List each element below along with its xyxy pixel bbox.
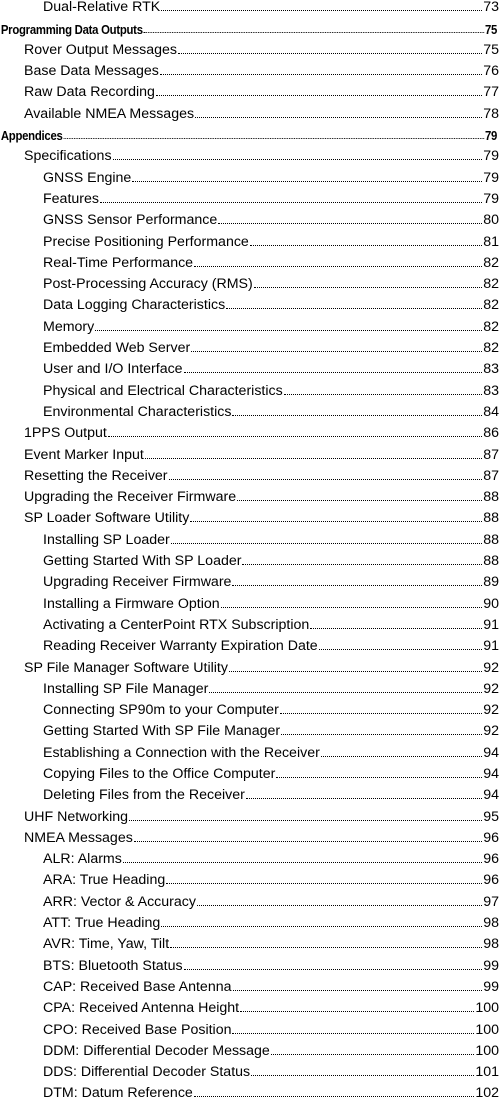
toc-entry[interactable] — [0, 783, 502, 804]
dot-leader — [276, 777, 482, 778]
dot-leader — [233, 990, 483, 991]
toc-entry-page-number: 98 — [483, 915, 499, 932]
dot-leader — [194, 1096, 475, 1097]
toc-entry-page-number: 79 — [484, 128, 498, 144]
dot-leader — [281, 734, 482, 735]
dot-leader — [100, 202, 482, 203]
dot-leader — [319, 649, 483, 650]
toc-entry-title: NMEA Messages — [24, 829, 133, 846]
toc-entry[interactable] — [0, 613, 502, 634]
dot-leader — [218, 223, 482, 224]
toc-entry-title: Embedded Web Server — [43, 340, 191, 357]
toc-entry[interactable] — [0, 911, 502, 932]
toc-entry[interactable] — [0, 570, 502, 591]
toc-entry-title: Getting Started With SP Loader — [43, 553, 242, 570]
toc-entry-page-number: 101 — [475, 1064, 499, 1081]
toc-entry-page-number: 82 — [483, 297, 499, 314]
toc-entry-page-number: 92 — [483, 702, 499, 719]
toc-entry[interactable] — [0, 378, 502, 399]
toc-entry-title: Data Logging Characteristics — [43, 297, 226, 314]
toc-entry-title: AVR: Time, Yaw, Tilt — [43, 936, 170, 953]
toc-entry[interactable] — [0, 208, 502, 229]
toc-entry[interactable] — [0, 229, 502, 250]
dot-leader — [284, 394, 483, 395]
toc-entry[interactable] — [0, 38, 502, 59]
toc-entry-title: User and I/O Interface — [43, 361, 183, 378]
toc-entry-page-number: 91 — [483, 616, 499, 633]
toc-entry-page-number: 89 — [483, 574, 499, 591]
toc-entry[interactable] — [0, 634, 502, 655]
toc-entry-title: Specifications — [24, 148, 112, 165]
toc-entry-page-number: 92 — [483, 680, 499, 697]
dot-leader — [240, 1011, 474, 1012]
toc-entry[interactable] — [0, 80, 502, 101]
dot-leader — [310, 628, 482, 629]
toc-entry[interactable] — [0, 826, 502, 847]
toc-entry-page-number: 88 — [483, 553, 499, 570]
toc-entry-page-number: 82 — [483, 276, 499, 293]
toc-entry-page-number: 95 — [483, 808, 499, 825]
toc-entry-title: SP File Manager Software Utility — [24, 659, 228, 676]
toc-entry[interactable] — [0, 975, 502, 996]
toc-entry[interactable] — [0, 314, 502, 335]
toc-entry-page-number: 83 — [483, 382, 499, 399]
toc-entry[interactable] — [0, 549, 502, 570]
toc-entry-title: GNSS Engine — [43, 169, 132, 186]
toc-entry-page-number: 79 — [483, 190, 499, 207]
toc-entry-title: Dual-Relative RTK — [43, 0, 161, 16]
toc-entry-title: Memory — [43, 318, 95, 335]
toc-entry-page-number: 75 — [483, 41, 499, 58]
toc-entry-page-number: 100 — [475, 1021, 499, 1038]
toc-entry[interactable] — [0, 1060, 502, 1081]
toc-entry-title: GNSS Sensor Performance — [43, 212, 218, 229]
toc-entry-title: UHF Networking — [24, 808, 129, 825]
toc-entry-page-number: 96 — [483, 829, 499, 846]
toc-entry[interactable] — [0, 953, 502, 974]
toc-entry[interactable] — [0, 655, 502, 676]
dot-leader — [169, 479, 483, 480]
dot-leader — [321, 756, 482, 757]
toc-entry[interactable] — [0, 932, 502, 953]
toc-entry-title: Precise Positioning Performance — [43, 233, 249, 250]
toc-entry-page-number: 99 — [483, 957, 499, 974]
dot-leader — [237, 500, 482, 501]
toc-entry[interactable] — [0, 421, 502, 442]
dot-leader — [166, 883, 482, 884]
toc-entry-page-number: 88 — [483, 510, 499, 527]
dot-leader — [161, 926, 482, 927]
dot-leader — [129, 820, 482, 821]
toc-entry-page-number: 75 — [484, 21, 498, 37]
dot-leader — [250, 245, 482, 246]
toc-entry[interactable] — [0, 165, 502, 186]
dot-leader — [156, 95, 482, 96]
toc-entry[interactable] — [0, 889, 502, 910]
dot-leader — [161, 10, 482, 11]
dot-leader — [171, 543, 482, 544]
toc-entry-title: Installing SP File Manager — [43, 680, 209, 697]
toc-entry-title: Installing a Firmware Option — [43, 595, 220, 612]
dot-leader — [123, 862, 482, 863]
toc-entry-page-number: 91 — [483, 638, 499, 655]
toc-entry-page-number: 83 — [483, 361, 499, 378]
toc-entry[interactable] — [0, 293, 502, 314]
toc-entry-title: ATT: True Heading — [43, 915, 161, 932]
toc-entry[interactable] — [0, 996, 502, 1017]
dot-leader — [232, 1033, 474, 1034]
dot-leader — [254, 287, 483, 288]
toc-entry[interactable] — [0, 740, 502, 761]
dot-leader — [132, 181, 482, 182]
toc-entry-title: Features — [43, 190, 99, 207]
dot-leader — [229, 671, 482, 672]
toc-entry-page-number: 73 — [483, 0, 499, 16]
toc-entry-title: Base Data Messages — [24, 63, 159, 80]
toc-entry[interactable] — [0, 187, 502, 208]
dot-leader — [63, 138, 484, 139]
toc-entry-page-number: 87 — [483, 467, 499, 484]
dot-leader — [144, 32, 484, 33]
toc-entry-title: CAP: Received Base Antenna — [43, 978, 232, 995]
toc-entry[interactable] — [0, 719, 502, 740]
toc-entry-page-number: 76 — [483, 63, 499, 80]
dot-leader — [184, 969, 483, 970]
toc-entry-title: Deleting Files from the Receiver — [43, 787, 245, 804]
toc-entry[interactable] — [0, 144, 502, 165]
toc-entry-title: Reading Receiver Warranty Expiration Date — [43, 638, 318, 655]
dot-leader — [209, 692, 482, 693]
toc-entry[interactable] — [0, 272, 502, 293]
toc-chapter-entry[interactable] — [0, 123, 500, 144]
toc-entry-page-number: 100 — [475, 1042, 499, 1059]
dot-leader — [95, 330, 482, 331]
toc-entry-page-number: 79 — [483, 169, 499, 186]
toc-entry-title: Post-Processing Accuracy (RMS) — [43, 276, 253, 293]
toc-entry-page-number: 90 — [483, 595, 499, 612]
toc-entry[interactable] — [0, 762, 502, 783]
dot-leader — [194, 266, 482, 267]
toc-entry-page-number: 77 — [483, 84, 499, 101]
toc-entry-page-number: 94 — [483, 765, 499, 782]
toc-entry-title: Real-Time Performance — [43, 254, 194, 271]
dot-leader — [170, 947, 482, 948]
toc-entry[interactable] — [0, 591, 502, 612]
toc-entry[interactable] — [0, 847, 502, 868]
toc-entry-title: Resetting the Receiver — [24, 467, 168, 484]
dot-leader — [134, 841, 482, 842]
toc-entry-title: ALR: Alarms — [43, 851, 122, 868]
toc-entry-title: Raw Data Recording — [24, 84, 155, 101]
dot-leader — [271, 1054, 475, 1055]
toc-entry-page-number: 98 — [483, 936, 499, 953]
toc-entry-title: Upgrading Receiver Firmware — [43, 574, 232, 591]
toc-entry-page-number: 92 — [483, 659, 499, 676]
toc-entry-title: Copying Files to the Office Computer — [43, 765, 276, 782]
toc-entry-title: ARA: True Heading — [43, 872, 166, 889]
dot-leader — [160, 74, 482, 75]
toc-entry[interactable] — [0, 506, 502, 527]
toc-entry-title: SP Loader Software Utility — [24, 510, 190, 527]
toc-entry-page-number: 81 — [483, 233, 499, 250]
toc-entry-title: 1PPS Output — [24, 425, 107, 442]
toc-entry[interactable] — [0, 868, 502, 889]
toc-entry[interactable] — [0, 442, 502, 463]
toc-entry-page-number: 102 — [475, 1085, 499, 1102]
toc-entry-title: ARR: Vector & Accuracy — [43, 893, 196, 910]
toc-entry[interactable] — [0, 1039, 502, 1060]
toc-entry[interactable] — [0, 336, 502, 357]
toc-entry-page-number: 82 — [483, 340, 499, 357]
toc-entry[interactable] — [0, 698, 502, 719]
toc-entry[interactable] — [0, 527, 502, 548]
toc-entry-page-number: 87 — [483, 446, 499, 463]
toc-entry-title: Event Marker Input — [24, 446, 144, 463]
toc-entry-page-number: 82 — [483, 318, 499, 335]
dot-leader — [178, 53, 482, 54]
toc-entry[interactable] — [0, 485, 502, 506]
toc-entry-title: Establishing a Connection with the Receiver — [43, 744, 320, 761]
dot-leader — [280, 713, 482, 714]
toc-entry[interactable] — [0, 251, 502, 272]
dot-leader — [195, 117, 482, 118]
toc-entry-title: Programming Data Outputs — [0, 21, 143, 37]
toc-entry-title: DDM: Differential Decoder Message — [43, 1042, 270, 1059]
toc-entry[interactable] — [0, 400, 502, 421]
toc-entry-title: Installing SP Loader — [43, 531, 170, 548]
dot-leader — [113, 159, 483, 160]
toc-entry[interactable] — [0, 464, 502, 485]
toc-entry-title: Getting Started With SP File Manager — [43, 723, 281, 740]
toc-entry-title: Rover Output Messages — [24, 41, 177, 58]
toc-entry[interactable] — [0, 1017, 502, 1038]
dot-leader — [232, 415, 482, 416]
toc-entry-page-number: 86 — [483, 425, 499, 442]
dot-leader — [190, 521, 482, 522]
toc-entry-page-number: 88 — [483, 489, 499, 506]
dot-leader — [251, 1075, 474, 1076]
toc-entry-page-number: 79 — [483, 148, 499, 165]
dot-leader — [246, 798, 482, 799]
toc-entry-page-number: 80 — [483, 212, 499, 229]
toc-entry-title: Connecting SP90m to your Computer — [43, 702, 279, 719]
toc-entry-page-number: 84 — [483, 403, 499, 420]
toc-entry-title: DDS: Differential Decoder Status — [43, 1064, 251, 1081]
toc-chapter-entry[interactable] — [0, 16, 500, 37]
toc-entry-title: Activating a CenterPoint RTX Subscription — [43, 616, 310, 633]
dot-leader — [221, 607, 483, 608]
toc-entry-page-number: 99 — [483, 978, 499, 995]
dot-leader — [184, 372, 483, 373]
dot-leader — [197, 905, 482, 906]
toc-entry-page-number: 96 — [483, 851, 499, 868]
toc-entry-page-number: 94 — [483, 744, 499, 761]
dot-leader — [226, 308, 482, 309]
toc-entry-title: Environmental Characteristics — [43, 403, 232, 420]
toc-entry-page-number: 96 — [483, 872, 499, 889]
toc-entry-page-number: 100 — [475, 1000, 499, 1017]
toc-entry-page-number: 88 — [483, 531, 499, 548]
toc-entry[interactable] — [0, 1081, 502, 1102]
dot-leader — [145, 458, 482, 459]
toc-entry-title: DTM: Datum Reference — [43, 1085, 193, 1102]
toc-entry[interactable] — [0, 101, 502, 122]
toc-entry[interactable] — [0, 59, 502, 80]
toc-entry-title: Available NMEA Messages — [24, 105, 195, 122]
toc-entry-page-number: 82 — [483, 254, 499, 271]
toc-entry-title: CPA: Received Antenna Height — [43, 1000, 240, 1017]
toc-entry[interactable] — [0, 804, 502, 825]
toc-entry-title: CPO: Received Base Position — [43, 1021, 232, 1038]
dot-leader — [108, 436, 482, 437]
toc-entry-page-number: 78 — [483, 105, 499, 122]
toc-entry-title: Physical and Electrical Characteristics — [43, 382, 283, 399]
toc-entry-page-number: 97 — [483, 893, 499, 910]
toc-entry-page-number: 94 — [483, 787, 499, 804]
toc-entry-title: Appendices — [0, 128, 63, 144]
toc-entry[interactable] — [0, 677, 502, 698]
dot-leader — [232, 585, 482, 586]
dot-leader — [191, 351, 482, 352]
toc-entry[interactable] — [0, 357, 502, 378]
toc-entry-title: Upgrading the Receiver Firmware — [24, 489, 237, 506]
toc-entry-page-number: 92 — [483, 723, 499, 740]
toc-entry[interactable] — [0, 0, 502, 16]
dot-leader — [242, 564, 482, 565]
toc-entry-title: BTS: Bluetooth Status — [43, 957, 183, 974]
